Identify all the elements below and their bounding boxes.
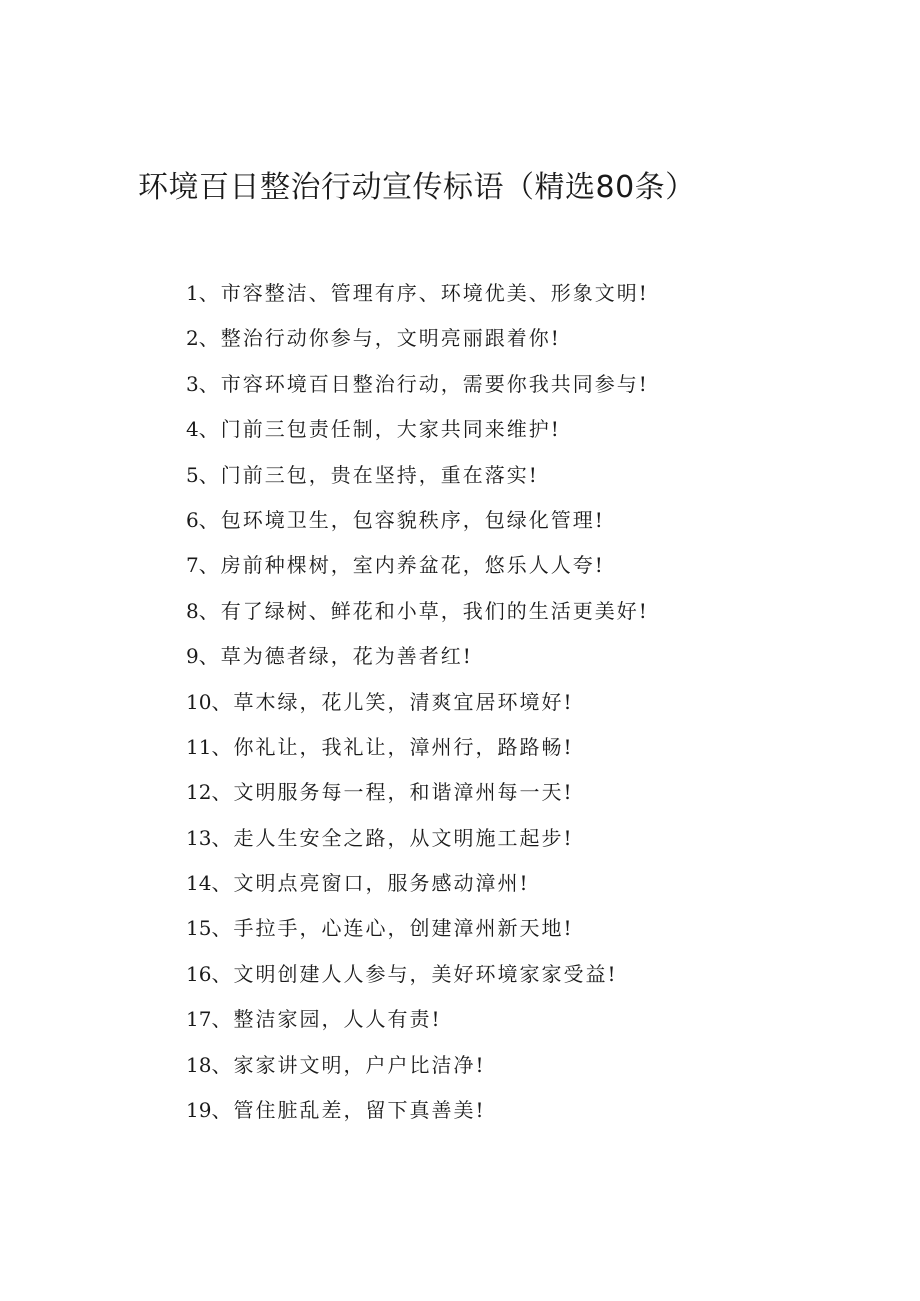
slogan-text: 、房前种棵树，室内养盆花，悠乐人人夸! — [198, 553, 605, 578]
slogan-text: 、家家讲文明，户户比洁净! — [211, 1052, 486, 1077]
slogan-number: 19 — [186, 1098, 212, 1123]
slogan-text: 、草木绿，花儿笑，清爽宜居环境好! — [211, 689, 574, 714]
slogan-number: 8 — [186, 598, 199, 623]
slogan-item — [186, 1003, 649, 1048]
slogan-number: 4 — [186, 417, 199, 442]
slogan-number: 15 — [186, 916, 212, 941]
document-title: 环境百日整治行动宣传标语（精选80条） — [138, 170, 696, 205]
slogan-number: 13 — [186, 825, 212, 850]
slogan-number: 16 — [186, 961, 212, 986]
slogan-text: 、文明创建人人参与，美好环境家家受益! — [211, 961, 618, 986]
slogan-text: 、有了绿树、鲜花和小草，我们的生活更美好! — [198, 598, 649, 623]
slogan-number: 9 — [186, 644, 199, 669]
slogan-item — [186, 595, 649, 640]
slogan-item — [186, 1094, 649, 1139]
slogan-number: 3 — [186, 371, 199, 396]
slogan-number: 18 — [186, 1052, 212, 1077]
slogan-text: 、草为德者绿，花为善者红! — [198, 644, 473, 669]
slogan-item — [186, 776, 649, 821]
slogan-text: 、门前三包责任制，大家共同来维护! — [198, 417, 561, 442]
slogan-item — [186, 1049, 649, 1094]
slogan-text: 、手拉手，心连心，创建漳州新天地! — [211, 916, 574, 941]
slogan-number: 10 — [186, 689, 212, 714]
slogan-item — [186, 731, 649, 776]
slogan-text: 、整治行动你参与，文明亮丽跟着你! — [198, 326, 561, 351]
slogan-number: 17 — [186, 1007, 212, 1032]
slogan-item — [186, 413, 649, 458]
slogan-item — [186, 504, 649, 549]
slogan-text: 、走人生安全之路，从文明施工起步! — [211, 825, 574, 850]
slogan-item — [186, 640, 649, 685]
slogan-text: 、你礼让，我礼让，漳州行，路路畅! — [211, 734, 574, 759]
slogan-item — [186, 322, 649, 367]
slogan-number: 7 — [186, 553, 199, 578]
slogan-item — [186, 686, 649, 731]
slogan-number: 1 — [186, 281, 199, 305]
slogan-text: 、整洁家园，人人有责! — [211, 1007, 442, 1032]
slogan-item — [186, 912, 649, 957]
slogan-text: 、包环境卫生，包容貌秩序，包绿化管理! — [198, 507, 605, 532]
slogan-number: 5 — [186, 462, 199, 487]
slogan-item — [186, 459, 649, 504]
slogan-text: 、门前三包，贵在坚持，重在落实! — [198, 462, 539, 487]
slogan-text: 、管住脏乱差，留下真善美! — [211, 1098, 486, 1123]
slogan-item — [186, 822, 649, 867]
slogan-item — [186, 368, 649, 413]
slogan-text: 、市容环境百日整治行动，需要你我共同参与! — [198, 371, 649, 396]
slogan-item — [186, 277, 649, 322]
slogan-item — [186, 958, 649, 1003]
slogan-number: 2 — [186, 326, 199, 351]
slogan-number: 11 — [186, 734, 212, 759]
slogan-text: 、文明点亮窗口，服务感动漳州! — [211, 871, 530, 896]
slogan-text: 、文明服务每一程，和谐漳州每一天! — [211, 780, 574, 805]
slogan-number: 12 — [186, 780, 212, 805]
slogan-list — [186, 277, 649, 1139]
slogan-item — [186, 549, 649, 594]
slogan-item — [186, 867, 649, 912]
slogan-number: 6 — [186, 507, 199, 532]
slogan-text: 、市容整洁、管理有序、环境优美、形象文明! — [198, 281, 649, 305]
slogan-number: 14 — [186, 871, 212, 896]
